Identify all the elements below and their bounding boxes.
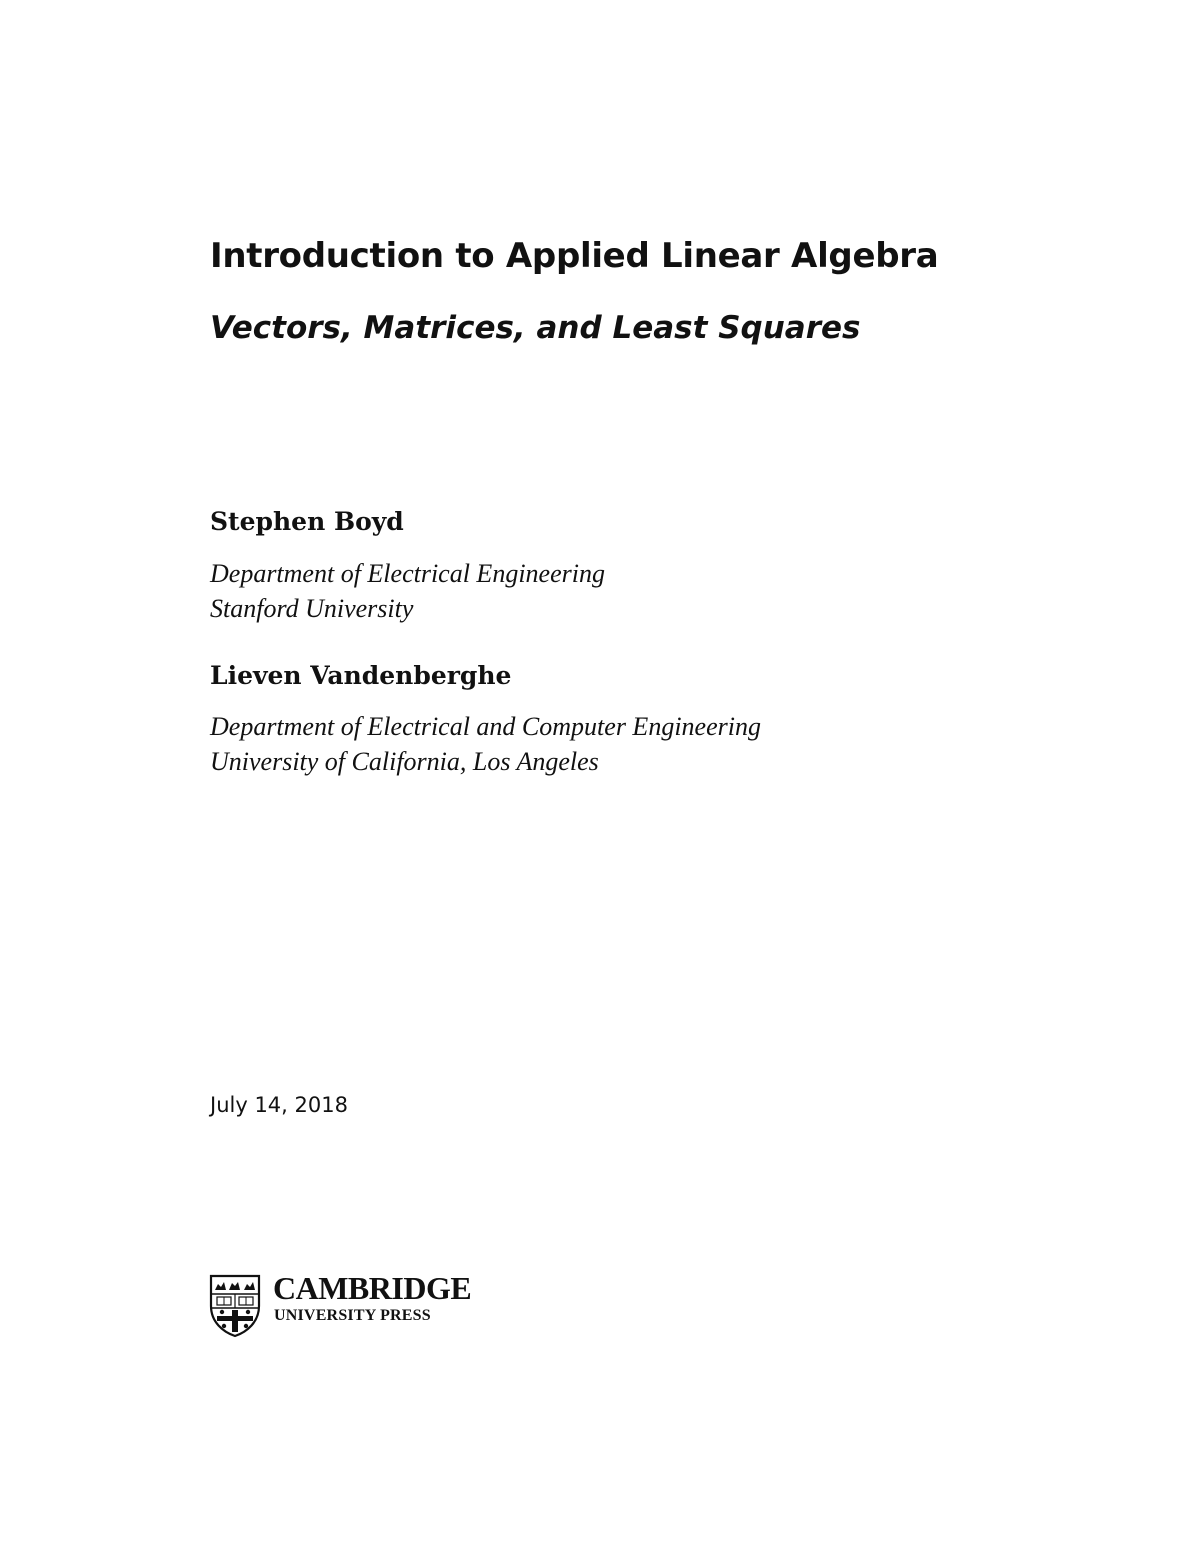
affiliation-department: Department of Electrical Engineering	[210, 559, 605, 588]
publication-date: July 14, 2018	[210, 1093, 348, 1117]
author-name: Stephen Boyd	[210, 507, 404, 536]
cambridge-crest-icon	[207, 1272, 263, 1338]
affiliation-university: Stanford University	[210, 594, 414, 623]
author-name: Lieven Vandenberghe	[210, 661, 512, 690]
publisher-logo	[207, 1272, 507, 1338]
affiliation-university: University of California, Los Angeles	[210, 747, 599, 776]
publisher-name: CAMBRIDGE	[273, 1270, 472, 1306]
affiliation-department: Department of Electrical and Computer Engineering	[210, 712, 761, 741]
book-subtitle: Vectors, Matrices, and Least Squares	[210, 310, 861, 346]
book-title: Introduction to Applied Linear Algebra	[210, 236, 939, 276]
publisher-subname: UNIVERSITY PRESS	[274, 1307, 431, 1324]
author-affiliation	[210, 709, 761, 779]
author-affiliation	[210, 556, 605, 626]
